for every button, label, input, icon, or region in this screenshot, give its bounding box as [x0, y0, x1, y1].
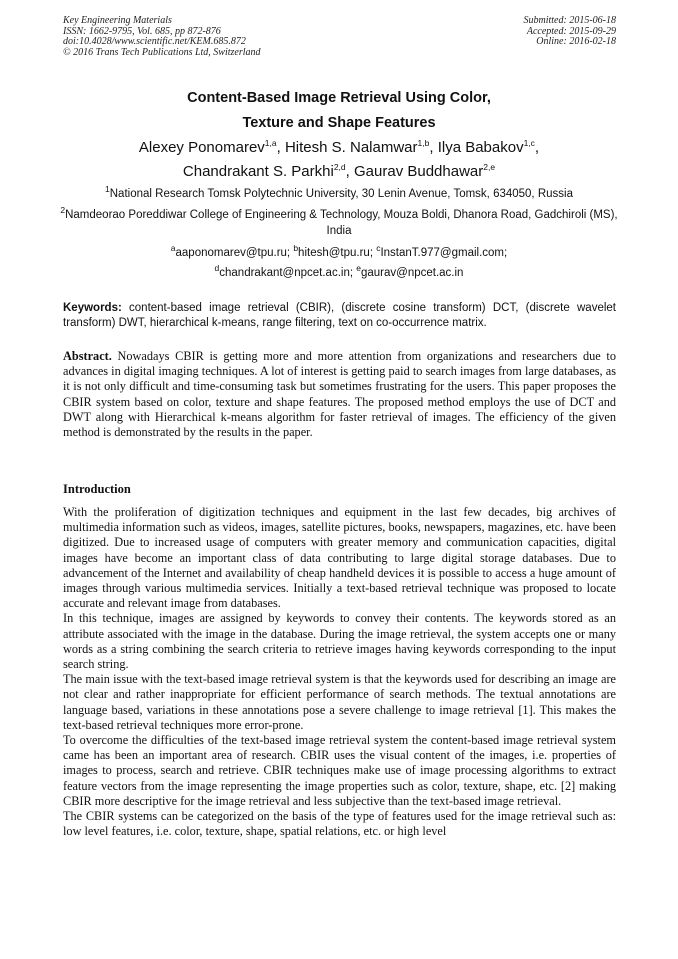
affiliation-text: Namdeorao Poreddiwar College of Engineering & Technology, Mouza Boldi, Dhanora Road, Gadchiroli (MS), India	[65, 209, 618, 237]
intro-paragraph: With the proliferation of digitization techniques and equipment in the last few decades, big archives of multimedia information such as videos, images, satellite pictures, books, newspapers, magazines, etc. have been digitized. Due to increased usage of computers with greater memory and communication capacities, digital images have become an important class of data contributing to large digital storage databases. Due to advancement of the Internet and availability of cheap handheld devices it is possible to access a huge amount of images through various multimedia services. Initially a text-based retrieval technique was proposed to locate accurate and relevant image from databases.	[63, 505, 616, 611]
emails-line-2	[0, 263, 678, 283]
email-sup: e	[356, 263, 361, 274]
email-sup: c	[376, 243, 381, 254]
email-link[interactable]: gaurav@npcet.ac.in	[360, 267, 464, 279]
intro-paragraph: The CBIR systems can be categorized on the basis of the type of features used for the image retrieval such as: low level features, i.e. color, texture, shape, spatial relations, etc. or high level	[63, 809, 616, 839]
intro-paragraph: To overcome the difficulties of the text-based image retrieval system the content-based image retrieval system came has been an important area of research. CBIR uses the visual content of the images, i.e. properties of images to process, search and retrieve. CBIR techniques make use of image processing algorithms to extract feature vectors from the image representing the image properties such as color, texture, shape, etc. [2] making CBIR more descriptive for the image retrieval and less subjective than the text-based image retrieval.	[63, 733, 616, 808]
author-sup: 1,c	[523, 138, 535, 148]
author-name: Hitesh S. Nalamwar	[284, 139, 418, 156]
affiliation-1	[60, 184, 618, 203]
journal-copyright: © 2016 Trans Tech Publications Ltd, Switzerland	[63, 46, 261, 58]
author-sup: 2,e	[483, 162, 496, 172]
email-link[interactable]: aaponomarev@tpu.ru;	[175, 247, 294, 259]
author-sup: 2,d	[333, 162, 346, 172]
author-sup: 1,a	[264, 138, 277, 148]
email-link[interactable]: chandrakant@npcet.ac.in;	[219, 267, 357, 279]
abstract-text: Nowadays CBIR is getting more and more attention from organizations and researchers due to advances in digital imaging techniques. A lot of interest is getting paid to search images from large databases, as it is not only difficult and time-consuming task but sometimes frustrating for the users. This paper proposes the CBIR system based on color, texture and shape features. The proposed method employs the use of DCT and DWT along with Hierarchical k-means algorithm for faster retrieval of images. The efficiency of the given method is demonstrated by the results in the paper.	[63, 349, 616, 440]
author-name: Ilya Babakov	[437, 139, 524, 156]
keywords-text: content-based image retrieval (CBIR), (discrete cosine transform) DCT, (discrete wavelet transform) DWT, hierarchical k-means, range filtering, text on co-occurrence matrix.	[63, 302, 616, 329]
accepted-date: Accepted: 2015-09-29	[526, 25, 616, 37]
publication-dates	[524, 16, 617, 48]
abstract-label: Abstract.	[63, 349, 112, 363]
abstract-section	[63, 349, 616, 440]
submitted-date: Submitted: 2015-06-18	[523, 15, 616, 26]
paper-title-line-2: Texture and Shape Features	[242, 115, 436, 131]
author-name: Gaurav Buddhawar	[354, 163, 484, 180]
journal-issn: ISSN: 1662-9795, Vol. 685, pp 872-876	[63, 25, 221, 37]
author-sup: 1,b	[417, 138, 430, 148]
journal-name: Key Engineering Materials	[63, 15, 172, 26]
affiliation-sup: 1	[105, 184, 110, 195]
email-sup: b	[293, 243, 299, 254]
introduction-body	[63, 505, 616, 839]
keywords-label: Keywords:	[63, 302, 122, 314]
email-link[interactable]: InstanT.977@gmail.com;	[380, 247, 508, 259]
emails-line-1	[0, 243, 678, 263]
author-name: Chandrakant S. Parkhi	[182, 163, 334, 180]
authors-line-1: Alexey Ponomarev$^{1,a}$, Hitesh S. Nalamwar$^{1,b}$, Ilya Babakov$^{1,c}$,	[138, 138, 540, 156]
journal-doi: doi:10.4028/www.scientific.net/KEM.685.872	[63, 36, 246, 47]
affiliation-2	[60, 205, 618, 239]
email-link[interactable]: hitesh@tpu.ru;	[298, 247, 377, 259]
email-sup: a	[170, 243, 176, 254]
online-date: Online: 2016-02-18	[536, 36, 616, 47]
email-sup: d	[214, 263, 220, 274]
paper-title-line-1: Content-Based Image Retrieval Using Color,	[187, 90, 491, 106]
affiliation-sup: 2	[60, 205, 66, 216]
intro-paragraph: The main issue with the text-based image retrieval system is that the keywords used for describing an image are not clear and rather inappropriate for efficient performance of search methods. The textual annotations are language based, variations in these annotations pose a severe challenge to image retrieval [1]. This makes the text-based retrieval techniques more error-prone.	[63, 672, 616, 732]
authors-line-2: Chandrakant S. Parkhi$^{2,d}$, Gaurav Buddhawar$^{2,e}$	[182, 162, 496, 180]
affiliation-text: National Research Tomsk Polytechnic University, 30 Lenin Avenue, Tomsk, 634050, Russia	[109, 188, 573, 200]
introduction-heading: Introduction	[63, 482, 131, 496]
intro-paragraph: In this technique, images are assigned by keywords to convey their contents. The keywords stored as an attribute associated with the image in the database. During the image retrieval, the system accepts one or many words as a string combining the search criteria to retrieve images having keywords corresponding to the input search string.	[63, 611, 616, 672]
keywords-section	[63, 301, 616, 331]
author-name: Alexey Ponomarev	[138, 139, 265, 156]
author-emails	[0, 243, 678, 283]
journal-info	[63, 16, 261, 58]
